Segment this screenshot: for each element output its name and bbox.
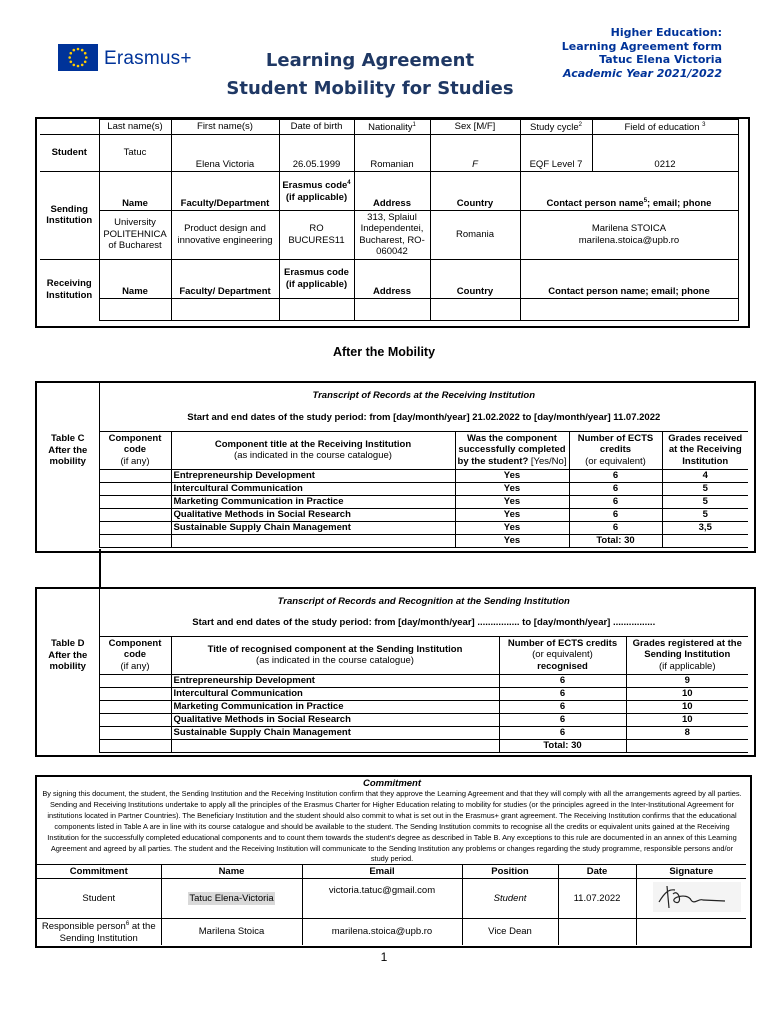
table-c-col-grades: Grades received at the Receiving Institution — [662, 431, 748, 469]
sending-col-country: Country — [430, 171, 520, 210]
commitment-student-role: Student — [37, 879, 161, 919]
student-label: Student — [40, 134, 99, 171]
table-d-label: Table D After the mobility — [48, 638, 88, 672]
student-sex: F — [430, 134, 520, 171]
commitment-responsible-position: Vice Dean — [462, 919, 558, 945]
student-first-name: Elena Victoria — [171, 134, 279, 171]
table-d-total-row — [37, 739, 748, 752]
student-last-name: Tatuc — [99, 134, 171, 171]
sending-contact-email: marilena.stoica@upb.ro — [578, 234, 680, 246]
commitment-col-date: Date — [558, 865, 636, 879]
header-line-4: Academic Year 2021/2022 — [563, 66, 722, 80]
col-field: Field of education $^3$ — [592, 120, 738, 135]
table-row — [37, 879, 746, 919]
table-d-row-credits: 6 — [499, 687, 626, 700]
table-row — [37, 482, 748, 495]
table-row — [37, 919, 746, 945]
table-row — [37, 726, 748, 739]
table-c-row-title: Marketing Communication in Practice — [171, 495, 455, 508]
table-row — [37, 687, 748, 700]
header-line-2: Learning Agreement form — [561, 39, 722, 53]
sending-faculty: Product design and innovative engineering — [171, 210, 279, 259]
commitment-block — [38, 778, 746, 865]
table-row — [37, 713, 748, 726]
sending-contact-name: Marilena STOICA — [591, 223, 667, 235]
table-row — [37, 674, 748, 687]
table-d-row-credits: 6 — [499, 713, 626, 726]
col-nationality: Nationality$^1$ — [354, 120, 430, 135]
table-c-row-grade: 5 — [662, 495, 748, 508]
table-c-row-done: Yes — [455, 495, 569, 508]
table-d-row-credits: 6 — [499, 674, 626, 687]
table-c-row-credits: 6 — [569, 482, 662, 495]
sending-col-faculty: Faculty/Department — [171, 171, 279, 210]
table-d-row-credits: 6 — [499, 700, 626, 713]
sending-col-contact: Contact person name$^5$; email; phone — [520, 171, 738, 210]
table-c-label: Table C After the mobility — [48, 433, 88, 467]
receiving-col-name: Name — [99, 259, 171, 298]
table-c-row-title: Intercultural Communication — [171, 482, 455, 495]
student-cycle: EQF Level 7 — [520, 134, 592, 171]
sending-col-address: Address — [354, 171, 430, 210]
spacer-rule — [99, 549, 101, 587]
col-first-name: First name(s) — [171, 120, 279, 135]
header-line-3: Tatuc Elena Victoria — [599, 53, 722, 66]
table-d-row-grade: 10 — [626, 713, 748, 726]
table-d-row-grade: 8 — [626, 726, 748, 739]
col-study-cycle: Study cycle$^2$ — [520, 120, 592, 135]
table-c-row-done: Yes — [455, 508, 569, 521]
sending-country: Romania — [430, 210, 520, 259]
table-row — [37, 469, 748, 482]
receiving-col-address: Address — [354, 259, 430, 298]
commitment-responsible-name: Marilena Stoica — [161, 919, 302, 945]
table-c-col-completed: Was the component successfully completed by the student? [Yes/No] — [455, 431, 569, 469]
student-field: 0212 — [592, 134, 738, 171]
table-row — [37, 521, 748, 534]
table-c-total-row — [37, 534, 748, 547]
sending-name: University POLITEHNICA of Bucharest — [99, 210, 171, 259]
signature-icon — [639, 880, 743, 914]
table-c-total: Total: 30 — [569, 534, 662, 547]
sending-address: 313, Splaiul Independentei, Bucharest, RO-060042 — [354, 210, 430, 259]
erasmus-logo-text: Erasmus+ — [104, 48, 192, 69]
receiving-col-faculty: Faculty/ Department — [171, 259, 279, 298]
table-c-col-credits: Number of ECTS credits (or equivalent) — [569, 431, 662, 469]
table-c — [37, 383, 748, 548]
commitment-col-role: Commitment — [37, 865, 161, 879]
sending-label: Sending Institution — [40, 171, 99, 259]
commitment-col-position: Position — [462, 865, 558, 879]
student-nationality: Romanian — [354, 134, 430, 171]
col-sex: Sex [M/F] — [430, 120, 520, 135]
table-c-row-credits: 6 — [569, 521, 662, 534]
table-c-row-credits: 6 — [569, 469, 662, 482]
col-last-name: Last name(s) — [99, 120, 171, 135]
commitment-responsible-email: marilena.stoica@upb.ro — [302, 919, 462, 945]
table-d-col-code: Component code (if any) — [99, 636, 171, 674]
sending-col-name: Name — [99, 171, 171, 210]
page-number: 1 — [380, 950, 388, 964]
table-d-total: Total: 30 — [499, 739, 626, 752]
commitment-responsible-role: Responsible person$^6$ at the Sending Institution — [37, 919, 161, 945]
table-row — [37, 508, 748, 521]
table-row — [37, 495, 748, 508]
commitment-table — [37, 864, 746, 945]
table-d-row-title: Entrepreneurship Development — [171, 674, 499, 687]
table-c-row-title: Entrepreneurship Development — [171, 469, 455, 482]
table-d-col-grades: Grades registered at the Sending Institution (if applicable) — [626, 636, 748, 674]
page-subtitle: Student Mobility for Studies — [226, 78, 514, 99]
table-d-row-grade: 9 — [626, 674, 748, 687]
receiving-col-country: Country — [430, 259, 520, 298]
table-c-col-code: Component code (if any) — [99, 431, 171, 469]
header-line-1: Higher Education: — [610, 26, 722, 39]
student-dob: 26.05.1999 — [279, 134, 354, 171]
table-row — [37, 700, 748, 713]
commitment-col-name: Name — [161, 865, 302, 879]
commitment-responsible-date — [558, 919, 636, 945]
table-d-row-grade: 10 — [626, 687, 748, 700]
table-c-row-grade: 5 — [662, 482, 748, 495]
table-c-col-title: Component title at the Receiving Institution (as indicated in the course catalogue) — [171, 431, 455, 469]
receiving-col-contact: Contact person name; email; phone — [520, 259, 738, 298]
table-d-row-title: Sustainable Supply Chain Management — [171, 726, 499, 739]
table-c-row-grade: 4 — [662, 469, 748, 482]
commitment-student-date: 11.07.2022 — [558, 879, 636, 919]
table-d-caption: Transcript of Records and Recognition at the Sending Institution — [277, 595, 570, 607]
commitment-student-position: Student — [462, 879, 558, 919]
table-d-row-grade: 10 — [626, 700, 748, 713]
after-mobility-heading: After the Mobility — [332, 345, 436, 359]
table-d-row-title: Marketing Communication in Practice — [171, 700, 499, 713]
table-d-dates: Start and end dates of the study period: from [day/month/year] ................ to [day/month/year] ................ — [192, 617, 656, 629]
table-c-row-credits: 6 — [569, 508, 662, 521]
student-table — [40, 119, 739, 321]
sending-code: RO BUCURES11 — [279, 210, 354, 259]
table-d-col-title: Title of recognised component at the Sending Institution (as indicated in the course catalogue) — [171, 636, 499, 674]
table-c-row-done: Yes — [455, 469, 569, 482]
commitment-text: By signing this document, the student, the Sending Institution and the Receiving Institution confirm that they approve the Learning Agreement and that they will comply with all the arrangements agreed by all parties. Sending and Receiving Institutions undertake to apply all the principles of the Erasmus Charter for Higher Education relating to mobility for studies (or the principles agreed in the Inter-Institutional Agreement for institutions located in Partner Countries). The Beneficiary Institution and the student should also commit to what is set out in the Erasmus+ grant agreement. The Receiving Institution confirms that the educational components listed in Table A are in line with its course catalogue and should be available to the student. The Sending Institution commits to recognise all the credits or equivalent units gained at the Receiving Institution for the successfully completed educational components and to count them towards the student's degree as described in Table B. Any exceptions to this rule are documented in an annex of this Learning Agreement and agreed by all parties. The student and the Receiving Institution will communicate to the Sending Institution any problems or changes regarding the study programme, responsible persons and/or study period. — [42, 789, 742, 864]
table-c-row-title: Qualitative Methods in Social Research — [171, 508, 455, 521]
table-c-row-credits: 6 — [569, 495, 662, 508]
receiving-col-erasmus-code: Erasmus code (if applicable) — [279, 259, 354, 298]
commitment-title: Commitment — [362, 778, 422, 789]
eu-flag-icon — [58, 44, 98, 71]
table-d-row-title: Intercultural Communication — [171, 687, 499, 700]
table-c-caption: Transcript of Records at the Receiving Institution — [312, 390, 536, 402]
commitment-col-email: Email — [302, 865, 462, 879]
sending-col-erasmus-code: Erasmus code$^4$ (if applicable) — [279, 171, 354, 210]
table-d-row-credits: 6 — [499, 726, 626, 739]
student-signature — [636, 879, 746, 919]
table-c-dates: Start and end dates of the study period: from [day/month/year] 21.02.2022 to [day/month/year] 11.07.2022 — [187, 411, 661, 423]
table-c-row-title: Sustainable Supply Chain Management — [171, 521, 455, 534]
commitment-col-signature: Signature — [636, 865, 746, 879]
commitment-student-email: victoria.tatuc@gmail.com — [302, 879, 462, 919]
table-d-row-title: Qualitative Methods in Social Research — [171, 713, 499, 726]
sending-contact — [520, 210, 738, 259]
header-right-block — [562, 26, 722, 80]
table-c-row-done: Yes — [455, 482, 569, 495]
commitment-student-name: Tatuc Elena-Victoria — [161, 879, 302, 919]
col-dob: Date of birth — [279, 120, 354, 135]
table-c-row-done: Yes — [455, 521, 569, 534]
receiving-label: Receiving Institution — [40, 259, 99, 320]
page-title: Learning Agreement — [265, 50, 475, 71]
table-c-total-done: Yes — [455, 534, 569, 547]
table-c-row-grade: 3,5 — [662, 521, 748, 534]
table-d-col-credits: Number of ECTS credits (or equivalent) recognised — [499, 636, 626, 674]
table-d — [37, 589, 748, 753]
table-c-row-grade: 5 — [662, 508, 748, 521]
